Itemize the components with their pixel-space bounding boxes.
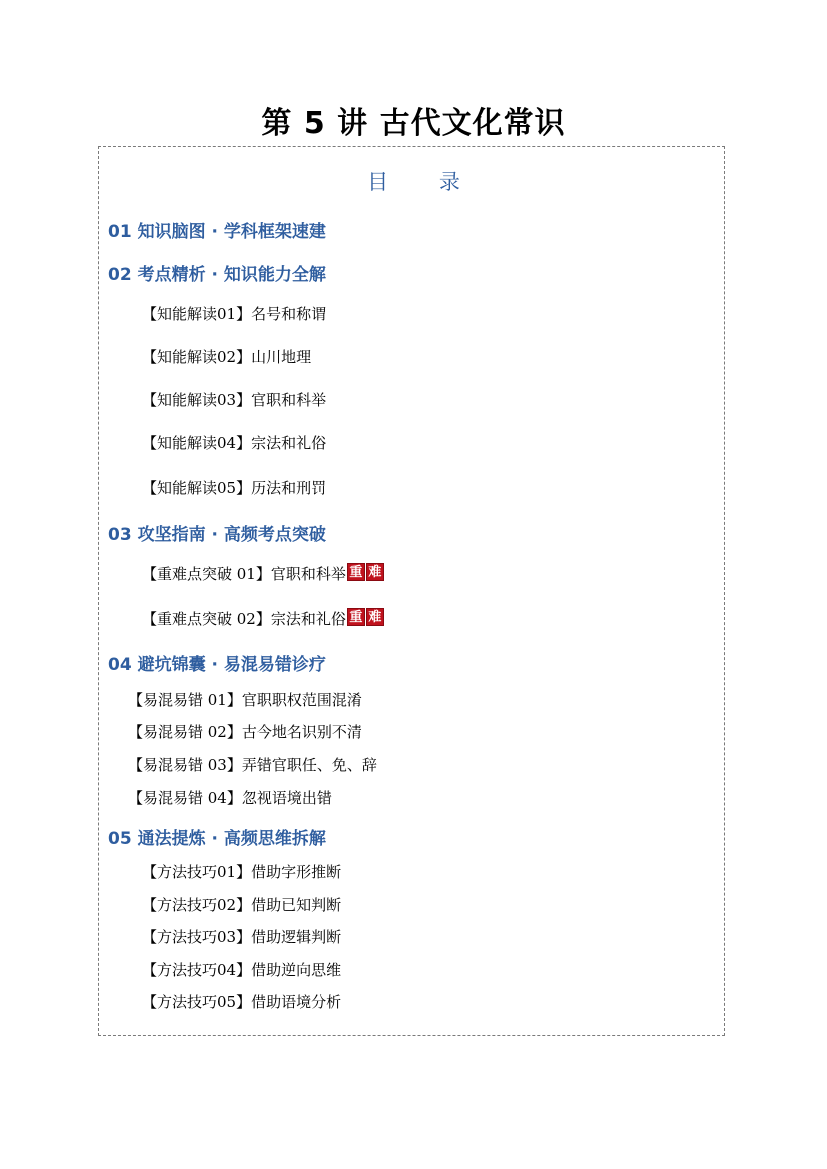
toc-item-zhineng-04[interactable]: 【知能解读04】宗法和礼俗: [142, 434, 327, 452]
toc-item-fangfa-04[interactable]: 【方法技巧04】借助逆向思维: [142, 961, 342, 979]
toc-section-04[interactable]: 04 避坑锦囊 · 易混易错诊疗: [108, 655, 326, 675]
toc-item-zhineng-05[interactable]: 【知能解读05】历法和刑罚: [142, 479, 327, 497]
toc-section-03[interactable]: 03 攻坚指南 · 高频考点突破: [108, 525, 326, 545]
toc-item-yihun-02[interactable]: 【易混易错 02】古今地名识别不清: [128, 723, 362, 741]
important-badge: 重: [347, 608, 365, 626]
toc-item-zhongnan-02[interactable]: [142, 608, 384, 629]
toc-item-zhineng-03[interactable]: 【知能解读03】官职和科举: [142, 391, 327, 409]
toc-heading: 目 录: [367, 170, 482, 194]
toc-item-zhineng-01[interactable]: 【知能解读01】名号和称谓: [142, 305, 327, 323]
toc-item-fangfa-05[interactable]: 【方法技巧05】借助语境分析: [142, 993, 342, 1011]
difficult-badge: 难: [366, 563, 384, 581]
toc-item-zhineng-02[interactable]: 【知能解读02】山川地理: [142, 348, 312, 366]
toc-item-fangfa-01[interactable]: 【方法技巧01】借助字形推断: [142, 863, 342, 881]
toc-item-yihun-01[interactable]: 【易混易错 01】官职职权范围混淆: [128, 691, 362, 709]
toc-item-yihun-03[interactable]: 【易混易错 03】弄错官职任、免、辞: [128, 756, 377, 774]
important-badge: 重: [347, 563, 365, 581]
toc-item-label: 【重难点突破 02】宗法和礼俗: [142, 610, 346, 628]
toc-item-zhongnan-01[interactable]: [142, 563, 384, 584]
toc-section-05[interactable]: 05 通法提炼 · 高频思维拆解: [108, 829, 326, 849]
toc-item-fangfa-02[interactable]: 【方法技巧02】借助已知判断: [142, 896, 342, 914]
toc-section-01[interactable]: 01 知识脑图 · 学科框架速建: [108, 222, 326, 242]
page-title: 第 5 讲 古代文化常识: [261, 106, 566, 141]
toc-item-yihun-04[interactable]: 【易混易错 04】忽视语境出错: [128, 789, 332, 807]
toc-item-label: 【重难点突破 01】官职和科举: [142, 565, 346, 583]
difficult-badge: 难: [366, 608, 384, 626]
toc-section-02[interactable]: 02 考点精析 · 知识能力全解: [108, 265, 326, 285]
toc-item-fangfa-03[interactable]: 【方法技巧03】借助逻辑判断: [142, 928, 342, 946]
